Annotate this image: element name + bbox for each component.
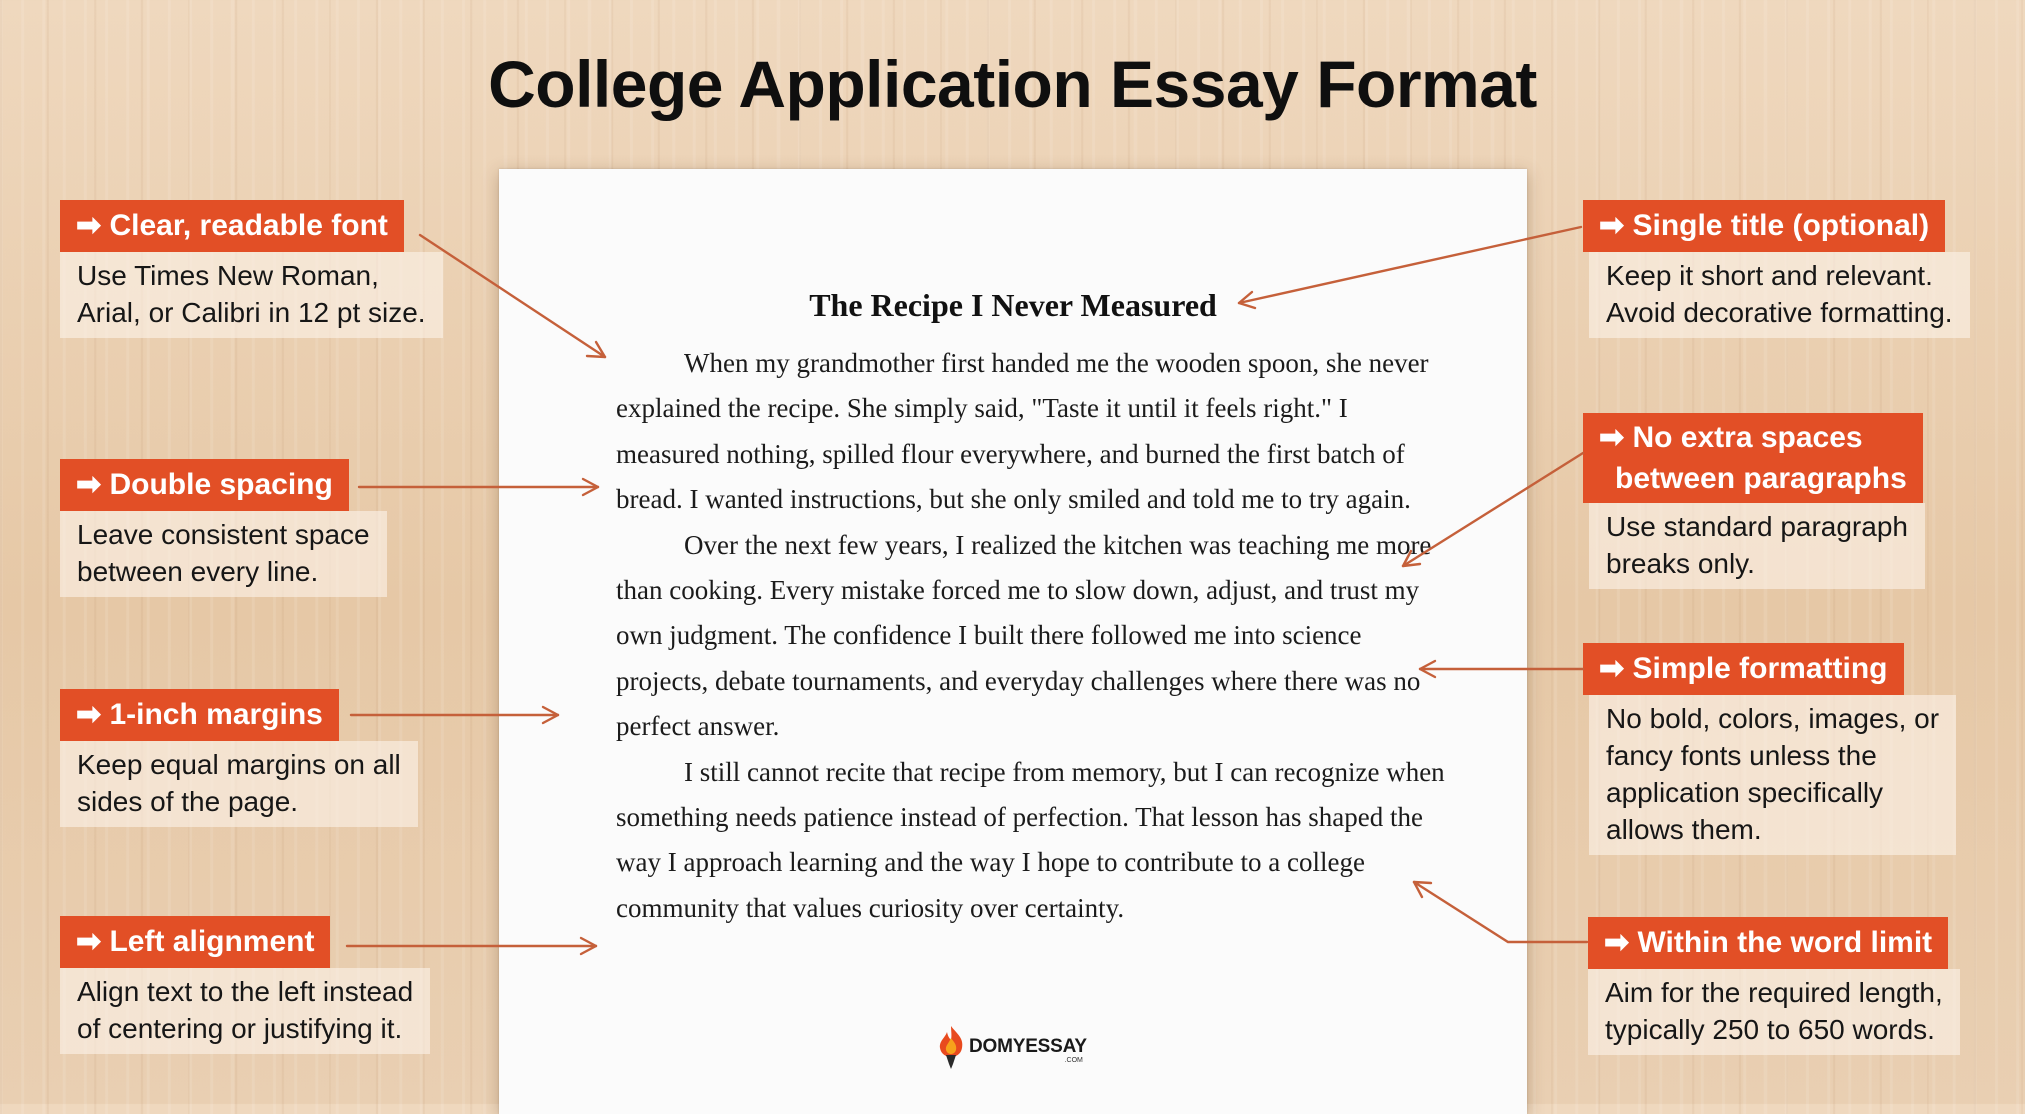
callout-description: Use Times New Roman, Arial, or Calibri in 12 pt size. [60,252,443,338]
essay-title: The Recipe I Never Measured [809,287,1217,323]
callout-label: ➡ Within the word limit [1588,917,1948,969]
arrow-margins [351,707,558,723]
arrow-font [420,235,605,357]
callout-description: Align text to the left instead of centering or justifying it. [60,968,430,1054]
callout-description: Keep it short and relevant. Avoid decorative formatting. [1589,252,1970,338]
arrow-no-extra-spaces [1403,453,1583,566]
callout-label: ➡ Left alignment [60,916,330,968]
callout-label: ➡ Single title (optional) [1583,200,1945,252]
callout-label: ➡ Double spacing [60,459,349,511]
arrow-word-limit [1414,882,1587,942]
essay-paragraph: I still cannot recite that recipe from memory, but I can recognize when something needs patience instead of perfection. That lesson has shaped the way I approach learning and the way I hope to contribute to a college community that values curiosity over certainty. [616,756,1445,923]
callout-label: ➡ Simple formatting [1583,643,1904,695]
callout-description: Aim for the required length, typically 250 to 650 words. [1588,969,1960,1055]
callout-label: ➡ 1-inch margins [60,689,339,741]
callout-description: Keep equal margins on all sides of the page. [60,741,418,827]
arrow-title [1239,227,1581,308]
logo-wordmark: DOMYESSAY [969,1036,1087,1057]
arrow-alignment [347,938,596,954]
callout-description: Use standard paragraph breaks only. [1589,503,1925,589]
arrow-spacing [359,479,598,495]
callout-label: ➡ No extra spaces between paragraphs [1583,413,1923,503]
essay-paragraph: When my grandmother first handed me the wooden spoon, she never explained the recipe. She simply said, "Taste it until it feels right." I measured nothing, spilled flour everywhere, and burned the first batch of bread. I wanted instructions, but she only smiled and told me to try again. [616,348,1429,515]
callout-label: ➡ Clear, readable font [60,200,404,252]
callout-description: No bold, colors, images, or fancy fonts unless the application specifically allows them. [1589,695,1956,855]
callout-description: Leave consistent space between every line. [60,511,387,597]
page-title: College Application Essay Format [488,47,1537,121]
essay-paragraph: Over the next few years, I realized the kitchen was teaching me more than cooking. Every mistake forced me to slow down, adjust, and trust my own judgment. The confidence I built there followed me into science projects, debate tournaments, and everyday challenges where there was no perfect answer. [616,529,1432,742]
arrow-simple-formatting [1420,661,1583,677]
logo-domain: .COM [1064,1057,1083,1064]
